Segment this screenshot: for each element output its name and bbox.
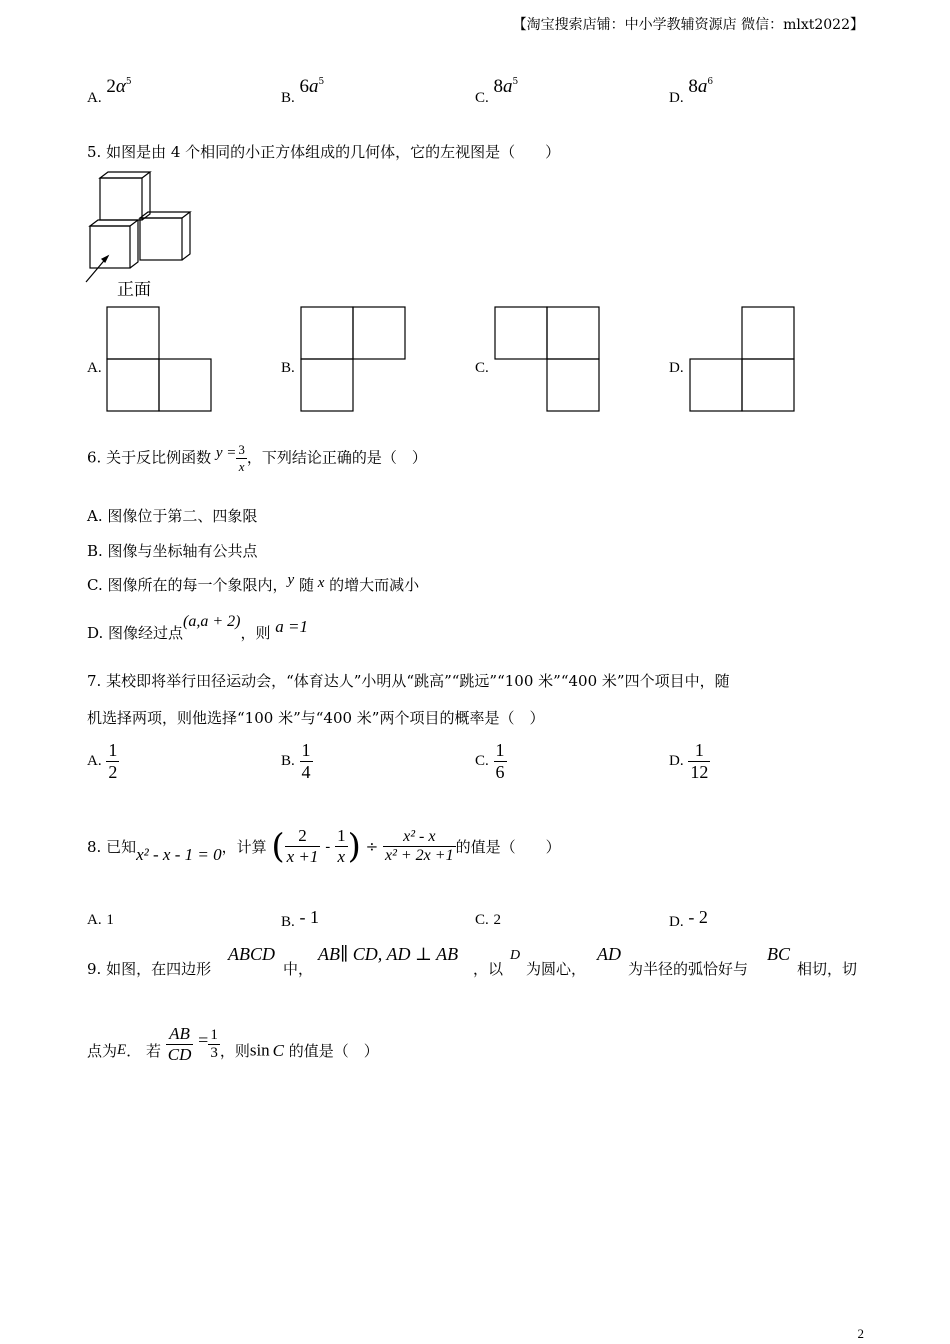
q9-line2-end: 的值是（ ）	[288, 1042, 379, 1060]
q9-line2	[87, 1024, 379, 1084]
q7-option-d-den: 12	[690, 762, 709, 782]
q6-func-frac	[236, 442, 247, 475]
q8-frac3-den: x² + 2x +1	[384, 847, 454, 864]
q9-part1: 9. 如图，在四边形	[87, 960, 212, 978]
q4-option-d-coef: 8	[688, 76, 698, 97]
q6-option-d-eq: a =1	[275, 617, 309, 636]
q7-line2: 机选择两项，则他选择“100 米”与“400 米”两个项目的概率是（ ）	[87, 709, 545, 727]
q8-condition: x² - x - 1 = 0	[136, 844, 222, 864]
q5-cube-figure	[82, 170, 197, 285]
q9-part5: 为半径的弧恰好与	[628, 960, 749, 978]
q7-option-c	[475, 740, 507, 783]
q8-frac1-num: 2	[285, 826, 321, 847]
q6-option-c-pre: C. 图像所在的每一个象限内，	[87, 576, 288, 594]
q7-option-d	[669, 740, 710, 783]
q9-math-abcd: ABCD	[228, 944, 275, 964]
q8-stem-post: 的值是（ ）	[455, 838, 561, 856]
q6-option-c	[87, 574, 419, 595]
q6-option-d-mid: ，则	[240, 624, 271, 642]
q7-option-a-label: A.	[87, 753, 102, 769]
q6-option-d-pre: D. 图像经过点	[87, 624, 184, 642]
q4-option-d	[669, 76, 714, 108]
q4-option-b-exp: 5	[318, 77, 325, 87]
q9-line1	[87, 942, 865, 982]
q4-option-a-exp: 5	[125, 77, 132, 87]
q9-sin: sin	[249, 1040, 270, 1060]
q6-option-c-x: x	[317, 575, 325, 591]
q5-front-label: 正面	[117, 280, 151, 300]
q7-option-c-den: 6	[495, 762, 505, 782]
q5-option-d-figure	[689, 306, 795, 412]
q4-option-b-label: B.	[281, 90, 295, 106]
q5-option-c-figure	[494, 306, 600, 412]
q9-part6: 相切，切	[797, 960, 858, 978]
q7-option-a-num: 1	[108, 740, 118, 760]
q7-option-d-num: 1	[688, 740, 710, 762]
q7-option-a-den: 2	[108, 762, 118, 782]
q5-stem: 5. 如图是由 4 个相同的小正方体组成的几何体，它的左视图是（ ）	[87, 143, 561, 161]
q9-part2: 中，	[283, 960, 314, 978]
q4-option-c-var: a	[503, 76, 513, 97]
q6-option-b: B. 图像与坐标轴有公共点	[87, 542, 258, 560]
q6-stem	[87, 442, 427, 475]
q7-option-c-num: 1	[495, 740, 505, 760]
q4-option-c	[475, 76, 519, 108]
q9-equals: =	[198, 1030, 209, 1050]
q7-option-d-label: D.	[669, 753, 684, 769]
q9-line2-pre: 点为	[87, 1042, 118, 1060]
q8-option-a-label: A.	[87, 912, 102, 928]
q8-option-c	[475, 910, 501, 929]
q5-option-c-label: C.	[475, 360, 489, 376]
q4-option-c-coef: 8	[493, 76, 504, 97]
q8-stem: 8. 已知x² - x - 1 = 0，计算 ( $\frac{2}{x +1}$ - $\frac{1}{x}$ ) ÷ $\frac{\text{x² - x}}{\text{x² + 2x +1}}$ 的值是（ ）	[87, 826, 561, 867]
q7-option-b	[281, 740, 313, 783]
q7-option-b-den: 4	[301, 762, 311, 782]
q9-math-ad: AD	[597, 944, 621, 964]
q4-option-a-var: α	[115, 76, 126, 97]
q9-val-num: 1	[210, 1027, 218, 1043]
q6-option-d	[87, 613, 309, 643]
q9-part4: 为圆心，	[526, 960, 587, 978]
q4-option-a-label: A.	[87, 90, 102, 106]
q9-line2-mid: ． 若	[126, 1042, 161, 1060]
q6-option-c-y: y	[287, 572, 295, 588]
q8-frac1-den: x +1	[286, 847, 319, 866]
q7-option-c-label: C.	[475, 753, 489, 769]
q7-line1: 7. 某校即将举行田径运动会，“体育达人”小明从“跳高”“跳远”“100 米”“400 米”四个项目中，随	[87, 672, 730, 690]
q8-frac3-num: x² - x	[383, 828, 456, 847]
q9-part3: ，以	[473, 960, 504, 978]
q4-option-d-exp: 6	[707, 77, 714, 87]
q6-stem-post: ，下列结论正确的是（ ）	[246, 448, 427, 467]
q8-minus: -	[325, 837, 331, 856]
q6-func-num: 3	[238, 442, 245, 457]
q4-option-c-label: C.	[475, 90, 489, 106]
q8-option-b-value: - 1	[299, 907, 320, 927]
q4-option-b-coef: 6	[299, 76, 310, 97]
q8-option-d	[669, 907, 708, 931]
header-note: 【淘宝搜索店铺：中小学教辅资源店 微信：mlxt2022】	[512, 17, 864, 33]
q9-frac-num: AB	[166, 1024, 194, 1045]
q9-frac-den: CD	[167, 1045, 192, 1064]
q8-option-d-value: - 2	[688, 907, 708, 927]
q4-option-b	[281, 76, 325, 108]
q8-option-a	[87, 910, 114, 929]
q6-stem-pre: 6. 关于反比例函数	[87, 448, 212, 467]
q9-line2-post: ，则	[219, 1042, 250, 1060]
q4-option-b-var: a	[309, 76, 319, 97]
q8-frac2-num: 1	[337, 826, 346, 845]
q6-option-d-point: (a,a + 2)	[183, 613, 241, 630]
q6-option-c-post: 的增大而减小	[329, 576, 420, 594]
q5-option-d-label: D.	[669, 360, 684, 376]
q5-option-a-label: A.	[87, 360, 102, 376]
q4-option-c-exp: 5	[512, 77, 519, 87]
q8-stem-mid: ，计算	[221, 838, 267, 856]
q9-math-d: D	[510, 948, 521, 963]
q4-option-d-var: a	[697, 76, 708, 97]
q9-var-e: E	[117, 1042, 127, 1058]
q7-option-b-label: B.	[281, 753, 295, 769]
q9-math-bc: BC	[767, 944, 791, 964]
q8-option-c-value: 2	[493, 912, 502, 928]
q9-math-condition: AB∥ CD, AD ⊥ AB	[318, 944, 459, 964]
q6-option-c-mid: 随	[298, 576, 314, 594]
q8-stem-pre: 8. 已知	[87, 838, 137, 856]
q4-option-a	[87, 76, 132, 108]
q7-option-b-num: 1	[301, 740, 311, 760]
q7-option-a	[87, 740, 119, 783]
q8-option-a-value: 1	[106, 912, 114, 928]
q9-val-den: 3	[210, 1045, 218, 1061]
q6-func-lhs: y =	[215, 444, 237, 461]
q5-option-b-label: B.	[281, 360, 295, 376]
q4-option-d-label: D.	[669, 90, 684, 106]
q5-option-a-figure	[106, 306, 212, 412]
q8-option-d-label: D.	[669, 914, 684, 930]
q8-frac2-den: x	[337, 847, 346, 866]
q5-option-b-figure	[300, 306, 406, 412]
q8-option-c-label: C.	[475, 912, 489, 928]
q6-func-den: x	[238, 459, 245, 474]
q8-option-b-label: B.	[281, 914, 295, 930]
page-number: 2	[857, 1326, 864, 1341]
q6-option-a: A. 图像位于第二、四象限	[87, 507, 258, 525]
q8-divide: ÷	[365, 837, 379, 856]
q8-option-b	[281, 907, 320, 931]
q4-option-a-coef: 2	[106, 76, 116, 97]
q9-var-c: C	[272, 1040, 285, 1060]
